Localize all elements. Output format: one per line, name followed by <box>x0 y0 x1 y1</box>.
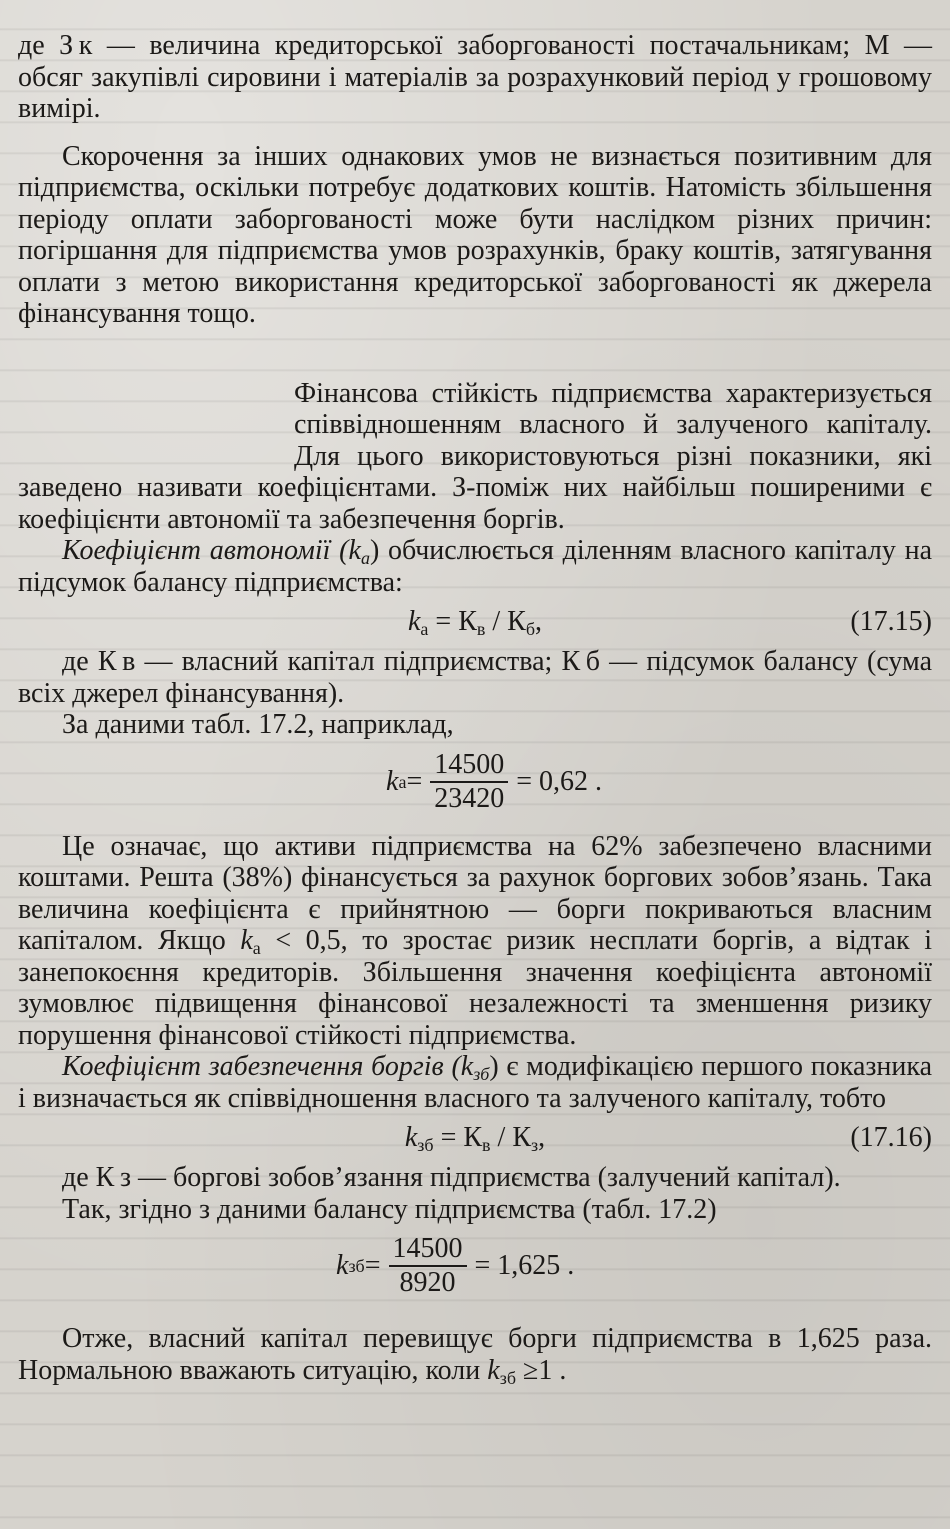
paragraph-definition-kv-kb: де К в — власний капітал підприємства; К б — підсумок балансу (сума всіх джерел фінансування). <box>18 646 932 709</box>
debt-coverage-calculation: k зб = $\frac{14500}{8920}$ = 1,625 . <box>336 1233 575 1298</box>
fraction-denominator: 23420 <box>434 782 505 814</box>
fraction-numerator: 14500 <box>430 749 508 783</box>
fraction-numerator: 14500 <box>389 1233 467 1267</box>
equation-number: (17.15) <box>850 606 932 637</box>
document-page <box>18 30 932 1386</box>
financial-stability-block <box>18 378 932 536</box>
fraction <box>389 1233 467 1299</box>
fraction-denominator: 8920 <box>399 1267 456 1298</box>
autonomy-calculation: k а = $\frac{14500}{23420}$ = 0,62 . <box>386 748 603 814</box>
paragraph-balance-example: Так, згідно з даними балансу підприємства (табл. 17.2) <box>62 1193 717 1225</box>
margin-space <box>18 378 294 472</box>
paragraph-example-intro: За даними табл. 17.2, наприклад, <box>62 709 454 740</box>
formula-17-16: $k_{зб} = К_в / К_з$, (17.16) <box>404 1122 932 1155</box>
paragraph-reduction: Скорочення за інших однакових умов не визнається позитивним для підприємства, оскільки потребує додаткових коштів. Натомість збільшення періоду оплати заборгованості може бути наслідком різних причин: погіршання для підприємства умов розрахунків, браку коштів, затягування оплати з метою використання кредиторської заборгованості як джерела фінансування тощо. <box>18 140 932 329</box>
paragraph-definition-kz: де К з — боргові зобов’язання підприємства (залучений капітал). <box>62 1162 841 1193</box>
paragraph-debt-coverage-coefficient: Коефіцієнт забезпечення боргів $(k_{зб})$ є модифікацією першого показника і визначається як співвідношення власного та залученого капіталу, тобто <box>18 1051 933 1114</box>
equation-number: (17.16) <box>850 1122 932 1153</box>
paragraph-conclusion: Отже, власний капітал перевищує борги підприємства в 1,625 раза. Нормальною вважають ситуацію, коли $k_{зб} \ge 1$ . <box>18 1323 932 1388</box>
paragraph-interpretation: Це означає, що активи підприємства на 62% забезпечено власними коштами. Решта (38%) фінансується за рахунок боргових зобов’язань. Така величина коефіцієнта є прийнятною — борги покриваються власним капіталом. Якщо $k_а < 0,5$, то зростає ризик несплати боргів, а відтак і занепокоєння кредиторів. Збільшення значення коефіцієнта автономії зумовлює підвищення фінансової незалежності та зменшення ризику порушення фінансової стійкості підприємства. <box>18 830 932 1051</box>
paragraph-definition-zk: де З к — величина кредиторської заборгованості постачальникам; М — обсяг закупівлі сировини і матеріалів за розрахунковий період у грошовому вимірі. <box>18 30 932 124</box>
formula-17-15: $k_а = К_в / К_б$, (17.15) <box>407 606 932 639</box>
paragraph-autonomy-coefficient: Коефіцієнт автономії $(k_а)$ обчислюється діленням власного капіталу на підсумок балансу підприємства: <box>18 535 932 598</box>
fraction <box>430 749 508 815</box>
paragraph-financial-stability: Фінансова стійкість підприємства характеризується співвідношенням власного й залученого капіталу. Для цього використовуються різні показники, які заведено називати коефіцієнтами. З-поміж них найбільш поширеними є коефіцієнти автономії та забезпечення боргів. <box>18 377 932 535</box>
